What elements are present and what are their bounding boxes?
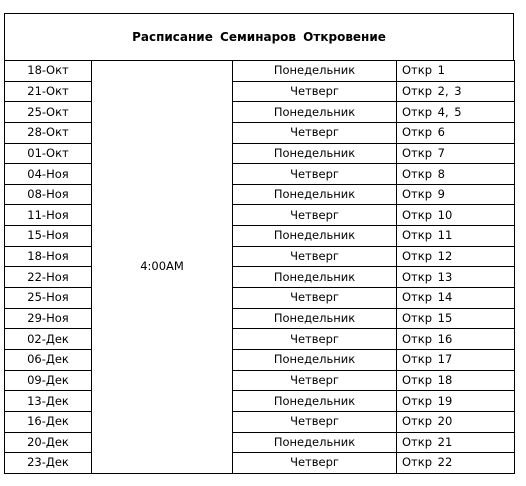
weekday-cell: Четверг [233,411,397,432]
weekday-cell: Понедельник [233,267,397,288]
date-cell: 25-Ноя [5,288,92,309]
date-cell: 08-Ноя [5,184,92,205]
table-row [5,349,515,370]
chapter-cell: Откр 21 [397,432,515,453]
date-cell: 04-Ноя [5,164,92,185]
chapter-cell: Откр 13 [397,267,515,288]
weekday-cell: Понедельник [233,391,397,412]
table-row [5,102,515,123]
chapter-cell: Откр 16 [397,329,515,350]
schedule-table [4,60,515,474]
chapter-cell: Откр 19 [397,391,515,412]
weekday-cell: Понедельник [233,432,397,453]
chapter-cell: Откр 17 [397,349,515,370]
table-row [5,143,515,164]
chapter-cell: Откр 6 [397,122,515,143]
chapter-cell: Откр 14 [397,288,515,309]
weekday-cell: Понедельник [233,143,397,164]
date-cell: 23-Дек [5,453,92,474]
chapter-cell: Откр 7 [397,143,515,164]
chapter-cell: Откр 12 [397,246,515,267]
table-row [5,164,515,185]
weekday-cell: Четверг [233,329,397,350]
date-cell: 11-Ноя [5,205,92,226]
weekday-cell: Четверг [233,81,397,102]
weekday-cell: Четверг [233,246,397,267]
schedule-sheet [4,13,514,474]
chapter-cell: Откр 8 [397,164,515,185]
date-cell: 01-Окт [5,143,92,164]
table-row [5,205,515,226]
weekday-cell: Четверг [233,122,397,143]
weekday-cell: Понедельник [233,61,397,82]
date-cell: 16-Дек [5,411,92,432]
date-cell: 09-Дек [5,370,92,391]
table-row [5,370,515,391]
table-row [5,122,515,143]
weekday-cell: Понедельник [233,184,397,205]
date-cell: 18-Ноя [5,246,92,267]
date-cell: 21-Окт [5,81,92,102]
weekday-cell: Четверг [233,164,397,185]
date-cell: 22-Ноя [5,267,92,288]
weekday-cell: Четверг [233,205,397,226]
weekday-cell: Четверг [233,453,397,474]
chapter-cell: Откр 4, 5 [397,102,515,123]
date-cell: 13-Дек [5,391,92,412]
weekday-cell: Понедельник [233,102,397,123]
table-row [5,329,515,350]
date-cell: 20-Дек [5,432,92,453]
table-row [5,184,515,205]
table-row [5,411,515,432]
schedule-table-body [5,61,515,474]
weekday-cell: Понедельник [233,308,397,329]
table-row [5,226,515,247]
date-cell: 29-Ноя [5,308,92,329]
time-cell: 4:00AM [92,61,233,474]
table-row [5,61,515,82]
table-row [5,391,515,412]
table-row [5,267,515,288]
chapter-cell: Откр 10 [397,205,515,226]
chapter-cell: Откр 15 [397,308,515,329]
date-cell: 06-Дек [5,349,92,370]
date-cell: 28-Окт [5,122,92,143]
table-row [5,453,515,474]
chapter-cell: Откр 11 [397,226,515,247]
weekday-cell: Понедельник [233,349,397,370]
table-row [5,81,515,102]
date-cell: 18-Окт [5,61,92,82]
weekday-cell: Четверг [233,370,397,391]
date-cell: 25-Окт [5,102,92,123]
table-row [5,246,515,267]
weekday-cell: Понедельник [233,226,397,247]
schedule-title: Расписание Семинаров Откровение [4,13,514,60]
chapter-cell: Откр 18 [397,370,515,391]
table-row [5,432,515,453]
table-row [5,308,515,329]
date-cell: 15-Ноя [5,226,92,247]
chapter-cell: Откр 2, 3 [397,81,515,102]
chapter-cell: Откр 9 [397,184,515,205]
weekday-cell: Четверг [233,288,397,309]
chapter-cell: Откр 22 [397,453,515,474]
table-row [5,288,515,309]
chapter-cell: Откр 20 [397,411,515,432]
date-cell: 02-Дек [5,329,92,350]
chapter-cell: Откр 1 [397,61,515,82]
